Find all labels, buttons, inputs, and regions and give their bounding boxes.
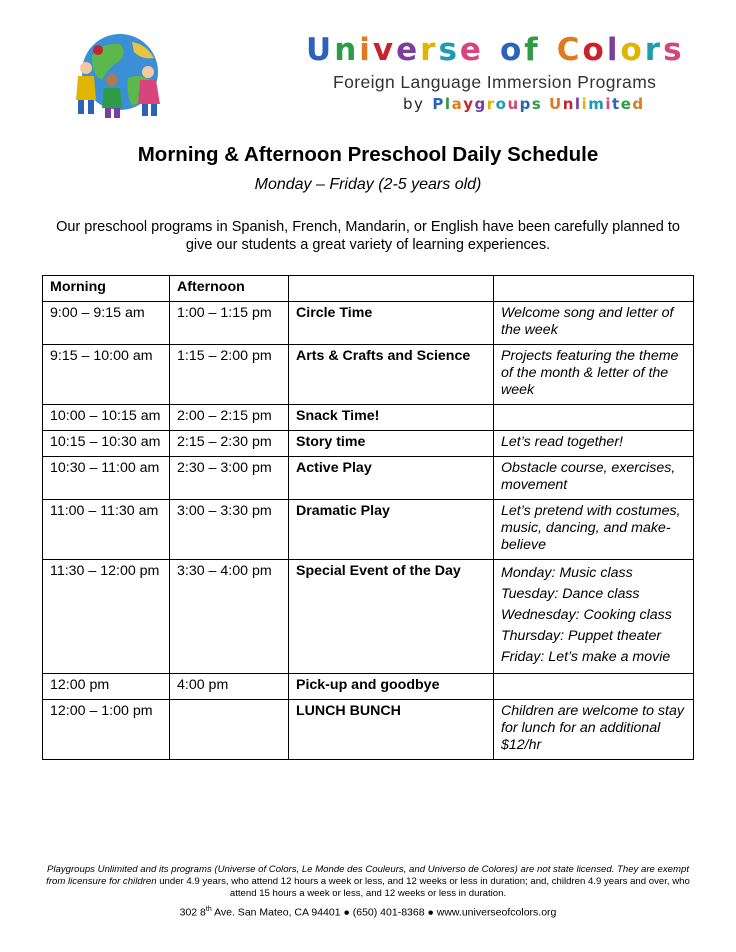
table-row [43, 405, 694, 431]
note-line: Projects featuring the theme of the month & letter of the week [501, 348, 679, 398]
cell-activity: Arts & Crafts and Science [289, 345, 494, 405]
brand-letter [542, 95, 549, 113]
brand-letter: o [499, 32, 525, 68]
brand-letter: o [495, 95, 508, 113]
page-title: Morning & Afternoon Preschool Daily Schedule [137, 143, 599, 166]
cell-activity: Story time [289, 431, 494, 457]
table-row [43, 674, 694, 700]
table-row [43, 302, 694, 345]
cell-afternoon: 2:15 – 2:30 pm [170, 431, 289, 457]
table-row [43, 345, 694, 405]
brand-letter: a [451, 95, 464, 113]
address-number: 302 8 [179, 906, 206, 919]
cell-afternoon: 3:00 – 3:30 pm [170, 500, 289, 560]
brand-letter: r [486, 95, 496, 113]
table-row [43, 457, 694, 500]
cell-afternoon: 2:30 – 3:00 pm [170, 457, 289, 500]
note-line: Obstacle course, exercises, movement [501, 460, 676, 493]
brand-letter: s [531, 95, 543, 113]
cell-notes [494, 405, 694, 431]
table-row [43, 700, 694, 760]
brand-title-word [306, 32, 484, 68]
cell-notes [494, 700, 694, 760]
cell-afternoon: 3:30 – 4:00 pm [170, 560, 289, 674]
brand-letter: e [620, 95, 633, 113]
cell-morning: 9:00 – 9:15 am [43, 302, 170, 345]
brand-letter: s [663, 32, 685, 68]
note-line: Thursday: Puppet theater [501, 628, 662, 644]
brand-letter: C [556, 32, 583, 68]
brand-letter: i [359, 32, 373, 68]
cell-activity: Circle Time [289, 302, 494, 345]
cell-activity: Special Event of the Day [289, 560, 494, 674]
table-row [43, 560, 694, 674]
cell-afternoon: 1:00 – 1:15 pm [170, 302, 289, 345]
header-activity [289, 276, 494, 302]
brand-letter: g [474, 95, 487, 113]
cell-notes [494, 302, 694, 345]
brand-letter: o [620, 32, 645, 68]
cell-morning: 10:30 – 11:00 am [43, 457, 170, 500]
cell-morning: 9:15 – 10:00 am [43, 345, 170, 405]
brand-letter: s [438, 32, 460, 68]
brand-title-word [500, 32, 541, 68]
brand-letter: i [605, 95, 613, 113]
phone-number: (650) 401-8368 [352, 906, 425, 919]
cell-afternoon [170, 700, 289, 760]
header-notes [494, 276, 694, 302]
cell-activity: Active Play [289, 457, 494, 500]
header-morning: Morning [43, 276, 170, 302]
brand-letter: d [632, 95, 645, 113]
brand-letter: i [581, 95, 589, 113]
separator-bullet-icon: ● [343, 906, 350, 919]
cell-morning: 10:00 – 10:15 am [43, 405, 170, 431]
brand-company-line [403, 95, 690, 113]
brand-letter: v [372, 32, 397, 68]
cell-activity: Snack Time! [289, 405, 494, 431]
intro-paragraph: Our preschool programs in Spanish, French, Mandarin, or English have been carefully planned to give our students a great variety of learning experiences. [56, 219, 680, 253]
table-row [43, 431, 694, 457]
contact-line [0, 906, 736, 919]
cell-activity: Dramatic Play [289, 500, 494, 560]
brand-company [432, 95, 644, 113]
note-line: Welcome song and letter of the week [501, 305, 674, 338]
brand-letter: r [420, 32, 439, 68]
page-subtitle: Monday – Friday (2-5 years old) [254, 176, 482, 193]
table-header-row [43, 276, 694, 302]
schedule-table [42, 275, 694, 760]
brand-letter: f [524, 32, 541, 68]
brand-subtitle: Foreign Language Immersion Programs [333, 72, 657, 92]
license-note-italic: Playgroups Unlimited and its programs (Universe of Colors, Le Monde des Couleurs, and Universo de Colores) are not state licensed. They are exempt from licensure for children [46, 864, 690, 887]
brand-letter: l [444, 95, 452, 113]
brand-letter: t [612, 95, 621, 113]
brand-letter: e [396, 32, 421, 68]
brand-letter: e [459, 32, 484, 68]
cell-notes [494, 345, 694, 405]
brand-letter: u [507, 95, 520, 113]
brand-letter: p [519, 95, 532, 113]
cell-notes [494, 431, 694, 457]
note-line: Let’s pretend with costumes, music, dancing, and make-believe [501, 503, 681, 553]
cell-morning: 12:00 pm [43, 674, 170, 700]
brand-letter: y [463, 95, 475, 113]
brand-letter: o [582, 32, 607, 68]
brand-letter: l [606, 32, 621, 68]
cell-activity: Pick-up and goodbye [289, 674, 494, 700]
address-sup: th [205, 906, 212, 913]
globe-with-children-icon [62, 28, 174, 124]
note-line: Wednesday: Cooking class [501, 607, 672, 623]
cell-morning: 12:00 – 1:00 pm [43, 700, 170, 760]
website-link[interactable]: www.universeofcolors.org [436, 906, 557, 919]
cell-morning: 11:00 – 11:30 am [43, 500, 170, 560]
note-line: Let’s read together! [501, 434, 623, 450]
license-note [44, 864, 692, 900]
cell-activity: LUNCH BUNCH [289, 700, 494, 760]
brand-letter: U [549, 95, 563, 113]
table-row [43, 500, 694, 560]
cell-afternoon: 2:00 – 2:15 pm [170, 405, 289, 431]
note-line: Tuesday: Dance class [501, 586, 640, 602]
license-note-rest: under 4.9 years, who attend 12 hours a week or less, and 12 weeks or less in duration; and, children 4.9 years and over, who attend 15 hours a week or less, and 12 weeks or less in duration. [156, 876, 690, 899]
cell-notes [494, 500, 694, 560]
brand-letter: l [574, 95, 582, 113]
brand-letter: r [644, 32, 664, 68]
cell-morning: 10:15 – 10:30 am [43, 431, 170, 457]
cell-afternoon: 4:00 pm [170, 674, 289, 700]
brand-title [306, 32, 690, 68]
brand-title-word [557, 32, 685, 68]
brand-by: by [403, 95, 425, 113]
cell-notes [494, 457, 694, 500]
brand-letter: P [432, 95, 445, 113]
separator-bullet-icon: ● [427, 906, 434, 919]
brand-letter: n [562, 95, 575, 113]
header-afternoon: Afternoon [170, 276, 289, 302]
brand-letter: n [334, 32, 360, 68]
address-rest: Ave. San Mateo, CA 94401 [211, 906, 341, 919]
schedule-body [43, 302, 694, 760]
brand-letter: U [306, 32, 335, 68]
note-line: Children are welcome to stay for lunch for an additional $12/hr [501, 703, 684, 753]
cell-notes [494, 560, 694, 674]
cell-notes [494, 674, 694, 700]
note-line: Monday: Music class [501, 565, 633, 581]
brand-letter: m [588, 95, 606, 113]
note-line: Friday: Let’s make a movie [501, 649, 671, 665]
cell-morning: 11:30 – 12:00 pm [43, 560, 170, 674]
cell-afternoon: 1:15 – 2:00 pm [170, 345, 289, 405]
brand-header [300, 32, 690, 113]
